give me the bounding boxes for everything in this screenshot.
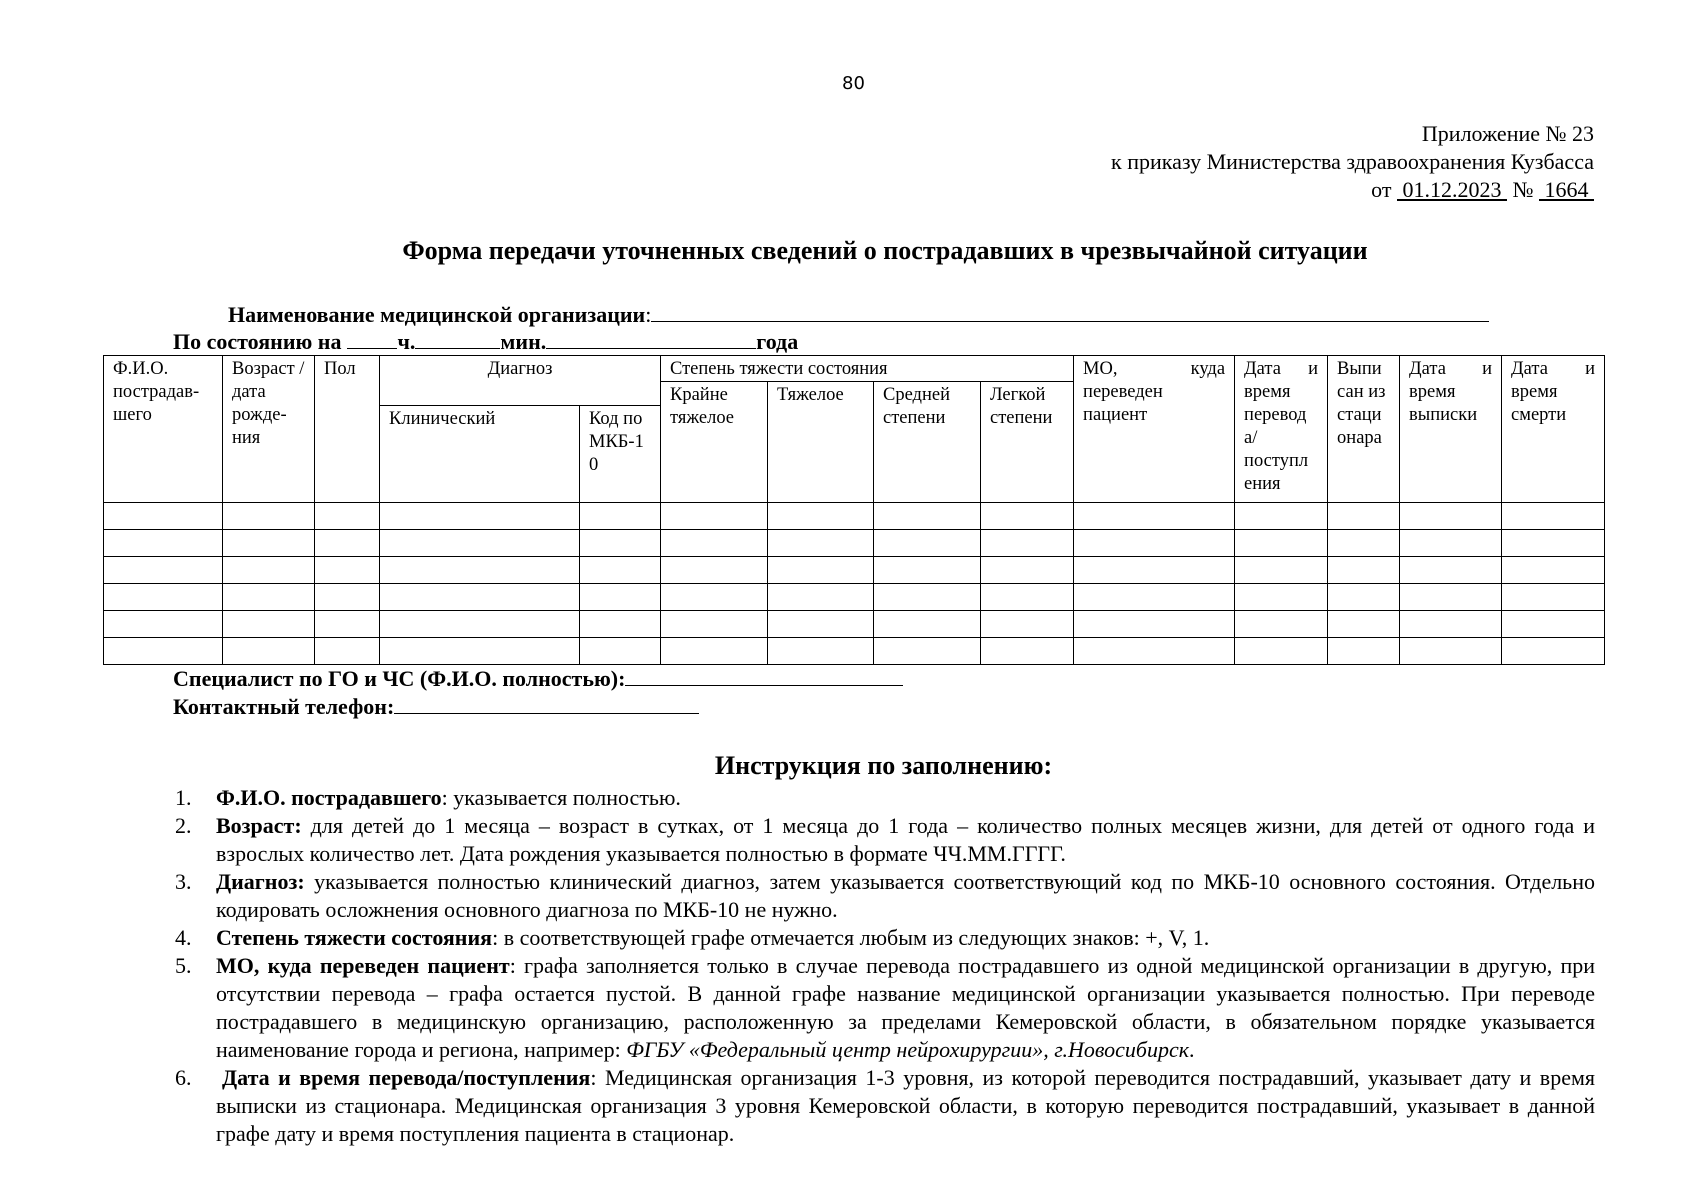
table-cell[interactable]: [380, 503, 580, 530]
table-cell[interactable]: [1235, 638, 1328, 665]
table-cell[interactable]: [1502, 584, 1605, 611]
table-cell[interactable]: [874, 611, 981, 638]
table-cell[interactable]: [981, 638, 1074, 665]
header-medium: Средней степени: [874, 382, 981, 503]
table-cell[interactable]: [315, 584, 380, 611]
year-blank[interactable]: [546, 328, 756, 349]
table-cell[interactable]: [1328, 584, 1400, 611]
instruction-item: [175, 784, 1595, 812]
org-name-blank[interactable]: [651, 301, 1489, 322]
table-cell[interactable]: [315, 530, 380, 557]
instruction-term: Возраст:: [216, 813, 302, 838]
header-sex: Пол: [315, 356, 380, 503]
header-clinical: Клинический: [380, 406, 580, 503]
table-cell[interactable]: [768, 584, 874, 611]
header-discharged: Выпи сан из стаци онара: [1328, 356, 1400, 503]
instruction-number: 1.: [175, 785, 192, 810]
table-cell[interactable]: [874, 557, 981, 584]
table-cell[interactable]: [661, 557, 768, 584]
table-cell[interactable]: [1235, 557, 1328, 584]
table-cell[interactable]: [1400, 638, 1502, 665]
instruction-text: : графа заполняется только в случае перевода пострадавшего из одной медицинской организации в другую, при отсутствии перевода – графа остается пустой. В данной графе название медицинской организации указывается полностью. При переводе пострадавшего в медицинскую организацию, расположенную за пределами Кемеровской области, в обязательном порядке указывается наименование города и региона, например:: [216, 953, 1595, 1062]
table-cell[interactable]: [580, 530, 661, 557]
appendix-line-2: к приказу Министерства здравоохранения Кузбасса: [1111, 149, 1594, 174]
table-cell[interactable]: [1502, 503, 1605, 530]
table-cell[interactable]: [661, 611, 768, 638]
header-fio: Ф.И.О. пострадав-шего: [104, 356, 223, 503]
table-cell[interactable]: [1502, 557, 1605, 584]
appendix-no-label: №: [1512, 177, 1534, 202]
table-cell[interactable]: [874, 584, 981, 611]
org-name-field[interactable]: [228, 301, 1489, 328]
instruction-item: [175, 952, 1595, 1064]
table-cell[interactable]: [981, 557, 1074, 584]
table-cell[interactable]: [768, 611, 874, 638]
table-cell[interactable]: [580, 557, 661, 584]
table-cell[interactable]: [874, 503, 981, 530]
instruction-item: [175, 868, 1595, 924]
table-cell[interactable]: [380, 530, 580, 557]
table-cell[interactable]: [768, 557, 874, 584]
table-row: [104, 503, 1605, 530]
header-death-datetime: Дата и время смерти: [1502, 356, 1605, 503]
victims-table: [103, 355, 1605, 665]
table-cell[interactable]: [104, 530, 223, 557]
instruction-text: для детей до 1 месяца – возраст в сутках, от 1 месяца до 1 года – количество полных месяцев жизни, для детей от одного года и взрослых количество лет. Дата рождения указывается полностью в формате ЧЧ.ММ.ГГГГ.: [216, 813, 1595, 866]
table-cell[interactable]: [223, 611, 315, 638]
header-light: Легкой степени: [981, 382, 1074, 503]
appendix-line-1: Приложение № 23: [1421, 121, 1594, 146]
instruction-term: МО, куда переведен пациент: [216, 953, 510, 978]
table-cell[interactable]: [315, 503, 380, 530]
table-cell[interactable]: [580, 611, 661, 638]
org-name-colon: :: [645, 302, 652, 327]
header-severe: Тяжелое: [768, 382, 874, 503]
phone-field[interactable]: [173, 693, 699, 720]
table-cell[interactable]: [981, 503, 1074, 530]
form-title: Форма передачи уточненных сведений о пострадавших в чрезвычайной ситуации: [402, 236, 1368, 265]
table-cell[interactable]: [1074, 584, 1235, 611]
instruction-text: : в соответствующей графе отмечается любым из следующих знаков: +, V, 1.: [492, 925, 1210, 950]
org-name-label: Наименование медицинской организации: [228, 302, 646, 327]
specialist-blank[interactable]: [625, 665, 903, 686]
table-cell[interactable]: [661, 503, 768, 530]
table-cell[interactable]: [580, 584, 661, 611]
instruction-number: 6.: [175, 1065, 192, 1090]
instruction-term: Степень тяжести состояния: [216, 925, 493, 950]
header-age: Возраст /дата рожде-ния: [223, 356, 315, 503]
table-cell[interactable]: [1400, 503, 1502, 530]
table-cell[interactable]: [874, 638, 981, 665]
table-cell[interactable]: [380, 638, 580, 665]
appendix-header: [1111, 120, 1594, 204]
table-cell[interactable]: [223, 638, 315, 665]
table-cell[interactable]: [874, 530, 981, 557]
status-prefix: По состоянию на: [173, 329, 342, 354]
order-date: 01.12.2023: [1402, 177, 1502, 202]
table-cell[interactable]: [1400, 557, 1502, 584]
minutes-blank[interactable]: [415, 328, 500, 349]
status-hours-label: ч.: [397, 329, 416, 354]
table-cell[interactable]: [1328, 638, 1400, 665]
table-cell[interactable]: [981, 530, 1074, 557]
instruction-example: ФГБУ «Федеральный центр нейрохирургии», г.Новосибирск: [626, 1037, 1190, 1062]
appendix-from-label: от: [1371, 177, 1392, 202]
table-cell[interactable]: [661, 584, 768, 611]
header-transfer-datetime: Дата и время перевод а/ поступл ения: [1235, 356, 1328, 503]
instructions-list: [175, 784, 1595, 1148]
status-minutes-label: мин.: [500, 329, 547, 354]
instruction-number: 5.: [175, 953, 192, 978]
instruction-number: 2.: [175, 813, 192, 838]
table-cell[interactable]: [981, 584, 1074, 611]
status-year-label: года: [756, 329, 799, 354]
table-cell[interactable]: [223, 503, 315, 530]
table-cell[interactable]: [1235, 611, 1328, 638]
table-cell[interactable]: [981, 611, 1074, 638]
table-cell[interactable]: [580, 638, 661, 665]
instruction-item: [175, 812, 1595, 868]
instruction-number: 4.: [175, 925, 192, 950]
table-cell[interactable]: [1400, 584, 1502, 611]
table-cell[interactable]: [104, 638, 223, 665]
page-number: 80: [842, 73, 865, 94]
table-cell[interactable]: [315, 557, 380, 584]
instructions-title: Инструкция по заполнению:: [714, 751, 1053, 780]
header-icd: Код по МКБ-10: [580, 406, 661, 503]
table-row: [104, 611, 1605, 638]
status-line: [173, 328, 798, 355]
table-cell[interactable]: [1400, 611, 1502, 638]
table-row: [104, 638, 1605, 665]
table-cell[interactable]: [580, 503, 661, 530]
table-row: [104, 584, 1605, 611]
instruction-item: [175, 1064, 1595, 1148]
table-cell[interactable]: [768, 503, 874, 530]
table-cell[interactable]: [1502, 638, 1605, 665]
table-cell[interactable]: [1074, 530, 1235, 557]
table-cell[interactable]: [1235, 503, 1328, 530]
header-mo: МО, куда переведен пациент: [1074, 356, 1235, 503]
table-cell[interactable]: [380, 557, 580, 584]
table-cell[interactable]: [104, 557, 223, 584]
table-cell[interactable]: [223, 557, 315, 584]
instruction-text: указывается полностью клинический диагноз, затем указывается соответствующий код по МКБ-10 основного состояния. Отдельно кодировать осложнения основного диагноза по МКБ-10 не нужно.: [216, 869, 1595, 922]
header-extreme: Крайне тяжелое: [661, 382, 768, 503]
table-row: [104, 557, 1605, 584]
table-cell[interactable]: [104, 503, 223, 530]
order-number: 1664: [1544, 177, 1589, 202]
table-cell[interactable]: [223, 584, 315, 611]
table-cell[interactable]: [1328, 611, 1400, 638]
table-cell[interactable]: [1074, 638, 1235, 665]
table-cell[interactable]: [104, 611, 223, 638]
table-cell[interactable]: [315, 638, 380, 665]
table-cell[interactable]: [1074, 503, 1235, 530]
table-cell[interactable]: [661, 530, 768, 557]
hours-blank[interactable]: [347, 328, 397, 349]
table-cell[interactable]: [768, 638, 874, 665]
instruction-text: : указывается полностью.: [441, 785, 681, 810]
table-cell[interactable]: [1328, 503, 1400, 530]
specialist-label: Специалист по ГО и ЧС (Ф.И.О. полностью):: [173, 666, 626, 691]
phone-blank[interactable]: [394, 693, 699, 714]
table-cell[interactable]: [1235, 530, 1328, 557]
table-cell[interactable]: [1502, 611, 1605, 638]
header-severity: Степень тяжести состояния: [661, 356, 1074, 382]
instruction-term: Диагноз:: [216, 869, 305, 894]
table-cell[interactable]: [223, 530, 315, 557]
table-cell[interactable]: [1502, 530, 1605, 557]
table-cell[interactable]: [380, 611, 580, 638]
empty-rows: [104, 503, 1605, 665]
table-cell[interactable]: [661, 638, 768, 665]
table-cell[interactable]: [1235, 584, 1328, 611]
instruction-item: [175, 924, 1595, 952]
table-cell[interactable]: [380, 584, 580, 611]
specialist-field[interactable]: [173, 665, 903, 692]
table-cell[interactable]: [1328, 557, 1400, 584]
table-cell[interactable]: [315, 611, 380, 638]
header-diagnosis: Диагноз: [380, 356, 661, 406]
phone-label: Контактный телефон:: [173, 694, 395, 719]
instruction-text: : Медицинская организация 1-3 уровня, из которой переводится пострадавший, указывает дату и время выписки из стационара. Медицинская организация 3 уровня Кемеровской области, в которую переводится пострадавший, указывает в данной графе дату и время поступления пациента в стационар.: [216, 1065, 1596, 1146]
table-cell[interactable]: [768, 530, 874, 557]
instruction-term: Дата и время перевода/поступления: [222, 1065, 591, 1090]
instruction-tail: .: [1189, 1037, 1195, 1062]
appendix-line-3: [1111, 176, 1594, 204]
table-row: [104, 530, 1605, 557]
table-cell[interactable]: [104, 584, 223, 611]
table-cell[interactable]: [1074, 611, 1235, 638]
header-discharge-datetime: Дата и время выписки: [1400, 356, 1502, 503]
instruction-number: 3.: [175, 869, 192, 894]
table-cell[interactable]: [1328, 530, 1400, 557]
table-cell[interactable]: [1074, 557, 1235, 584]
table-cell[interactable]: [1400, 530, 1502, 557]
instruction-term: Ф.И.О. пострадавшего: [216, 785, 442, 810]
